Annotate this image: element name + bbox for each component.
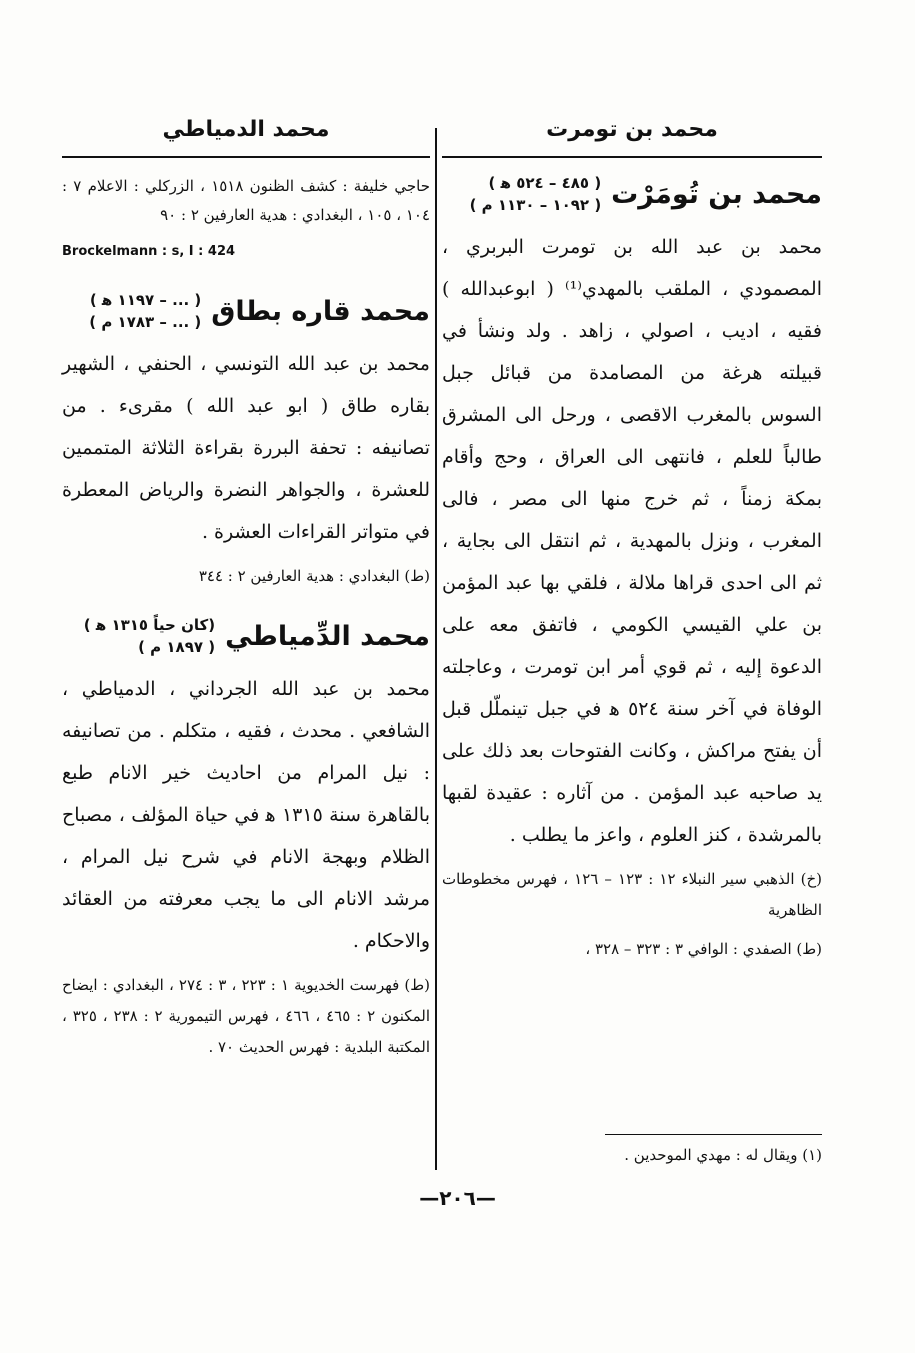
- entry-dates: [84, 614, 215, 658]
- continued-references: حاجي خليفة : كشف الظنون ١٥١٨ ، الزركلي : الاعلام ٧ : ١٠٤ ، ١٠٥ ، البغدادي : هدية العارفين ٢ : ٩٠: [62, 177, 431, 224]
- entry-heading: [442, 172, 822, 216]
- entry-reference: (خ) الذهبي سير النبلاء ١٢ : ١٢٣ – ١٢٦ ، فهرس مخطوطات الظاهرية: [442, 870, 822, 919]
- left-column: [62, 110, 430, 1063]
- entry-ibn-tumart: [442, 172, 822, 965]
- entry-body: محمد بن عبد الله التونسي ، الحنفي ، الشهير بقاره طاق ( ابو عبد الله ) مقرىء . من تصانيفه : تحفة البررة بقراءة الثلاثة المتممين للعشرة ، والجواهر النضرة والرياض المعطرة في متواتر القراءات العشرة .: [62, 353, 430, 543]
- dates-hijri: ( ٤٨٥ – ٥٢٤ ﻫ ): [488, 174, 602, 192]
- entry-name: محمد الدِّمياطي: [225, 620, 430, 652]
- dates-hijri: (كان حياً ١٣١٥ ﻫ ): [83, 616, 216, 634]
- entry-body: محمد بن عبد الله بن تومرت البربري ، المصمودي ، الملقب بالمهدي⁽¹⁾ ( ابوعبدالله ) فقيه ، اديب ، اصولي ، زاهد . ولد ونشأ في قبيلته هرغة من المصامدة من قبائل جبل السوس بالمغرب الاقصى ، ورحل الى المشرق طالباً للعلم ، فانتهى الى العراق ، وحج وأقام بمكة زمناً ، ثم خرج منها الى مصر ، فالى المغرب ، ونزل بالمهدية ، ثم انتقل الى بجاية ، ثم الى احدى قراها ملالة ، فلقي بها عبد المؤمن بن علي القيسي الكومي ، فاتفق معه على الدعوة إليه ، ثم قوي أمر ابن تومرت ، وعاجلته الوفاة في آخر سنة ٥٢٤ ﻫ في جبل تينملّل قبل أن يفتح مراكش ، وكانت الفتوحات بعد ذلك على يد صاحبه عبد المؤمن . من آثاره : عقيدة لقبها بالمرشدة ، كنز العلوم ، واعز ما يطلب .: [442, 236, 822, 846]
- entry-reference: (ط) الصفدي : الوافي ٣ : ٣٢٣ – ٣٢٨ ،: [585, 940, 822, 958]
- dates-gregorian: ( ... – ١٧٨٣ م ): [89, 313, 202, 331]
- footnote: (١) ويقال له : مهدي الموحدين .: [624, 1146, 822, 1164]
- entry-heading: [62, 289, 430, 333]
- footnote-rule: [605, 1134, 822, 1135]
- entry-dimyati: [62, 614, 430, 1063]
- entry-body: محمد بن عبد الله الجرداني ، الدمياطي ، الشافعي . محدث ، فقيه ، متكلم . من تصانيفه : نيل المرام من احاديث خير الانام طبع بالقاهرة سنة ١٣١٥ ﻫ في حياة المؤلف ، مصباح الظلام وبهجة الانام في شرح نيل المرام ، مرشد الانام الى ما يجب معرفته من العقائد والاحكام .: [62, 678, 430, 952]
- entry-heading: [62, 614, 430, 658]
- entry-qara-bitaq: [62, 289, 430, 592]
- running-head-right: محمد بن تومرت: [546, 117, 718, 142]
- brockelmann-reference: Brockelmann : s, I : 424: [62, 244, 236, 259]
- entry-dates: [470, 172, 602, 216]
- dates-gregorian: ( ١٨٩٧ م ): [138, 638, 216, 656]
- right-column: [442, 110, 822, 965]
- dates-gregorian: ( ١٠٩٢ – ١١٣٠ م ): [469, 196, 602, 214]
- running-head-left: محمد الدمياطي: [162, 117, 330, 142]
- column-divider: [435, 128, 437, 1170]
- entry-reference: (ط) فهرست الخديوية ١ : ٢٢٣ ، ٣ : ٢٧٤ ، البغدادي : ايضاح المكنون ٢ : ٤٦٥ ، ٤٦٦ ، فهرس التيمورية ٢ : ٢٣٨ ، ٣٢٥ ، المكتبة البلدية : فهرس الحديث ٧٠ .: [62, 976, 431, 1056]
- header-rule-right: [442, 156, 822, 158]
- header-rule-left: [62, 156, 430, 158]
- entry-reference: (ط) البغدادي : هدية العارفين ٢ : ٣٤٤: [198, 567, 430, 585]
- entry-name: محمد قاره بطاق: [211, 295, 430, 327]
- dates-hijri: ( ... – ١١٩٧ ﻫ ): [89, 291, 202, 309]
- entry-dates: [89, 289, 201, 333]
- page-number: —٢٠٦—: [419, 1186, 496, 1210]
- entry-name: محمد بن تُومَرْت: [611, 178, 822, 210]
